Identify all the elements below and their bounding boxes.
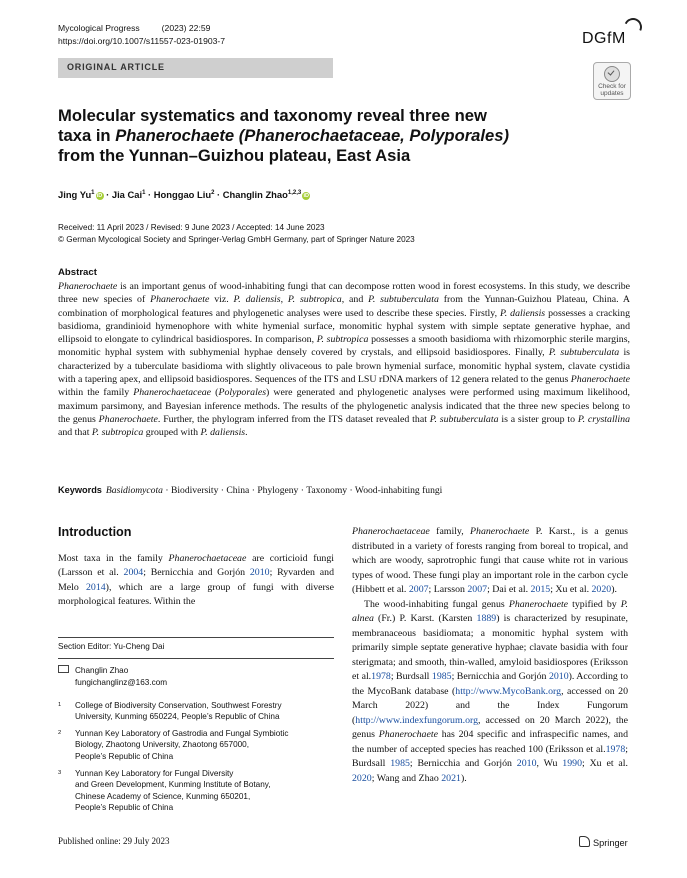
title-line-3: from the Yunnan–Guizhou plateau, East Asia — [58, 146, 411, 165]
check-updates-icon — [604, 66, 620, 82]
article-type: ORIGINAL ARTICLE — [67, 62, 165, 72]
author-affiliation-sup: 1 — [91, 190, 95, 196]
affiliation-number: 2 — [58, 730, 62, 736]
copyright-line: © German Mycological Society and Springer-Verlag GmbH Germany, part of Springer Nature 2023 — [58, 235, 415, 244]
title-line-2: taxa in — [58, 126, 116, 145]
intro-column-2: Phanerochaetaceae family, Phanerochaete P. Karst., is a genus distributed in a variety of forests ranging from boreal to tropical, and which are woody, saprotrophic fungi that cause white rot in various types of wood. These fungi play an important role in the carbon cycle (Hibbett et al. 2007; Larsson 2007; Dai et al. 2015; Xu et al. 2020). The wood-inhabiting fungal genus Phanerochaete typified by P. alnea (Fr.) P. Karst. (Karsten 1889) is characterized by resupinate, membranaceous basidiomata; a monomitic hyphal system with primarily simple septate generative hyphae; clavate basidia with four sterigmata; and smooth, thin-walled, amyloid basidiospores (Eriksson et al.1978; Burdsall 1985; Bernicchia and Gorjón 2010). According to the MycoBank database (http://www.MycoBank.org, accessed on 20 March 2022) and the Index Fungorum (http://www.indexfungorum.org, accessed on 20 March 2022), the genus Phanerochaete has 204 specific and infraspecific names, and the number of accepted species has reached 100 (Eriksson et al.1978; Burdsall 1985; Bernicchia and Gorjón 2010, Wu 1990; Xu et al. 2020; Wang and Zhao 2021). — [352, 526, 628, 784]
author-affiliation-sup: 1,2,3 — [287, 190, 302, 196]
author-separator: · — [103, 189, 112, 200]
published-online: Published online: 29 July 2023 — [58, 836, 170, 846]
keyword: Phylogeny — [257, 485, 299, 496]
author-name: Honggao Liu — [153, 189, 212, 200]
affiliation-1 — [58, 700, 334, 723]
check-badge-line2: updates — [600, 90, 624, 97]
springer-horse-icon — [579, 836, 590, 847]
correspondence — [58, 665, 167, 688]
affiliation-line: University, Kunming 650224, People’s Republic of China — [75, 712, 280, 722]
keyword: Taxonomy — [306, 485, 348, 496]
affiliation-3 — [58, 768, 334, 813]
keyword-separator: · — [249, 485, 258, 496]
affiliation-line: College of Biodiversity Conservation, Southwest Forestry — [75, 701, 282, 710]
check-badge-line1: Check for — [598, 83, 626, 90]
abstract-text: Phanerochaete is an important genus of wood-inhabiting fungi that can decompose rotten wood in forest ecosystems. In this study, we describe three new species of Phanerochaete viz. P. daliensis, P. subtropica, and P. subtuberculata from the Yunnan-Guizhou Plateau, China. A combination of morphological features and phylogenetic analyses were used to describe these species. Firstly, P. daliensis possesses a cracking basidioma, grandinioid hymenophore with white hymenial surface, monomitic hyphal system with simple septate generative hyphae, and ellipsoid to elongate to cylindrical basidiospores. In comparison, P. subtropica possesses a smooth basidioma with rhizomorphic sterile margins, monomitic hyphal system with subhymenial hyphae densely covered by crystals, and ellipsoid basidiospores. Finally, P. subtuberculata is characterized by a tuberculate basidioma with slightly olivaceous to pale brown hymenial surface, monomitic hyphal system, clavate cystidia with a tapering apex, and ellipsoid basidiospores. Sequences of the ITS and LSU rDNA markers of 12 genera related to the genus Phanerochaete within the family Phanerochaetaceae (Polyporales) were generated and phylogenetic analyses were performed using maximum likelihood, maximum parsimony, and Bayesian inference methods. The results of the phylogenetic analysis indicated that the three new species belong to the genus Phanerochaete. Further, the phylogram inferred from the ITS dataset revealed that P. subtuberculata is a sister group to P. crystallina and that P. subtropica grouped with P. daliensis. — [58, 281, 631, 439]
article-type-bar — [58, 58, 333, 78]
title-line-2-italic: Phanerochaete (Phanerochaetaceae, Polyporales) — [115, 126, 509, 145]
keyword: Basidiomycota — [105, 485, 163, 496]
orcid-icon[interactable]: iD — [96, 193, 103, 199]
keyword-separator: · — [347, 485, 355, 496]
keywords-list — [106, 485, 442, 496]
affiliation-2 — [58, 728, 334, 762]
article-dates — [58, 222, 415, 246]
affiliation-line: Chinese Academy of Science, Kunming 650201, — [75, 791, 251, 801]
keywords-label: Keywords — [58, 485, 102, 495]
affiliation-line: People’s Republic of China — [75, 751, 174, 761]
publisher-name: Springer — [593, 838, 628, 848]
affiliation-number: 1 — [58, 702, 62, 708]
footnote-divider-2 — [58, 658, 334, 659]
affiliation-line: People’s Republic of China — [75, 802, 174, 812]
abstract-heading: Abstract — [58, 267, 97, 278]
corresponding-email[interactable]: fungichanglinz@163.com — [75, 677, 168, 687]
affiliation-line: Yunnan Key Laboratory for Fungal Diversity — [75, 769, 234, 778]
affiliation-line: and Green Development, Kunming Institute of Botany, — [75, 780, 271, 790]
dgfm-logo: DGfM — [582, 30, 626, 47]
keyword-separator: · — [162, 485, 171, 496]
keyword-separator: · — [218, 485, 227, 496]
journal-issue: (2023) 22:59 — [161, 23, 211, 33]
author-name: Jia Cai — [111, 189, 143, 200]
footnote-divider — [58, 637, 334, 638]
article-title — [58, 106, 618, 166]
dates-line: Received: 11 April 2023 / Revised: 9 June 2023 / Accepted: 14 June 2023 — [58, 223, 325, 232]
author-list — [58, 189, 310, 200]
journal-name: Mycological Progress — [58, 23, 140, 33]
author-name: Changlin Zhao — [222, 189, 288, 200]
springer-logo — [579, 836, 628, 848]
keywords — [58, 485, 442, 496]
author-separator: · — [145, 189, 154, 200]
affiliation-number: 3 — [58, 770, 62, 776]
keyword: Biodiversity — [170, 485, 219, 496]
corresponding-author: Changlin Zhao — [75, 666, 129, 675]
keyword-separator: · — [298, 485, 307, 496]
affiliation-line: Yunnan Key Laboratory of Gastrodia and Fungal Symbiotic — [75, 729, 289, 738]
doi-link[interactable]: https://doi.org/10.1007/s11557-023-01903-7 — [58, 35, 226, 46]
author-affiliation-sup: 2 — [211, 190, 215, 196]
author-separator: · — [214, 189, 223, 200]
intro-column-1: Most taxa in the family Phanerochaetaceae are corticioid fungi (Larsson et al. 2004; Bernicchia and Gorjón 2010; Ryvarden and Melo 2014), which are a large group of fungi with diverse morphological features. Within the — [58, 553, 334, 608]
affiliation-line: Biology, Zhaotong University, Zhaotong 657000, — [75, 740, 250, 750]
journal-header — [58, 22, 232, 47]
keyword: Wood-inhabiting fungi — [354, 485, 443, 496]
section-editor: Section Editor: Yu-Cheng Dai — [58, 642, 165, 651]
orcid-icon[interactable]: iD — [303, 193, 309, 199]
introduction-heading: Introduction — [58, 525, 132, 539]
author-affiliation-sup: 1 — [142, 190, 146, 196]
author-name: Jing Yu — [58, 189, 92, 200]
title-line-1: Molecular systematics and taxonomy reveal three new — [58, 106, 487, 125]
check-for-updates-badge[interactable] — [593, 62, 631, 100]
envelope-icon — [58, 665, 69, 673]
keyword: China — [226, 485, 250, 496]
